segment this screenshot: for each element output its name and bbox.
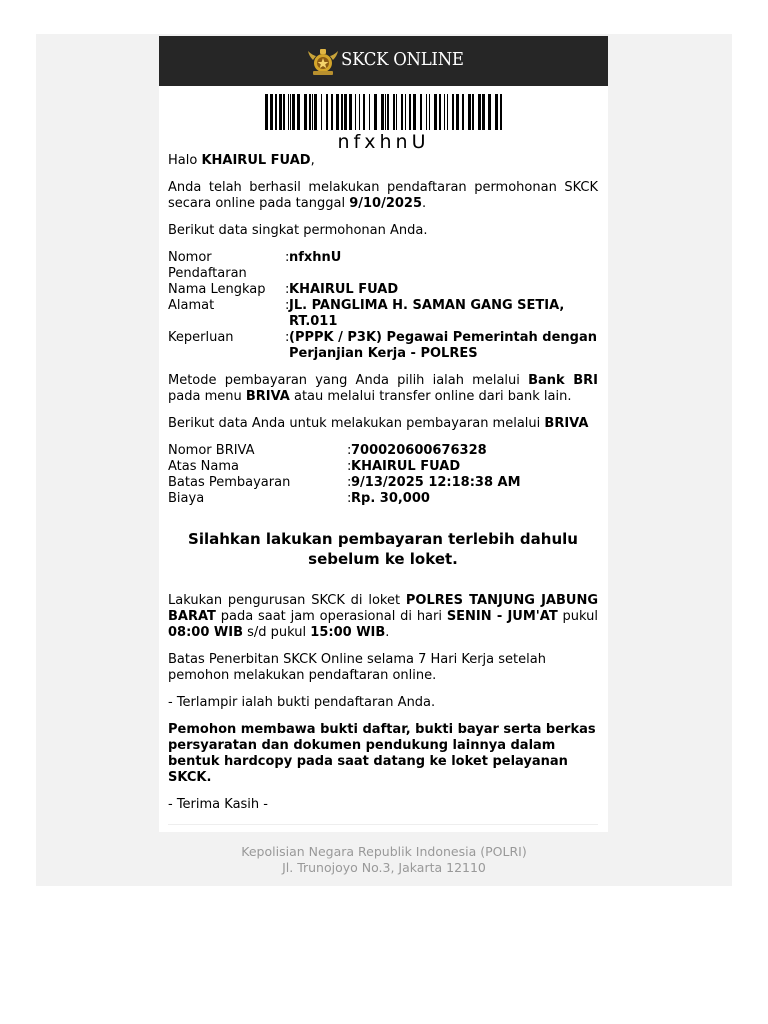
separator: : bbox=[285, 282, 290, 297]
office-text-4: s/d pukul bbox=[243, 625, 311, 640]
separator: : bbox=[347, 475, 352, 490]
payment-label-fee: Biaya bbox=[168, 491, 205, 506]
separator: : bbox=[285, 250, 290, 265]
separator: : bbox=[347, 443, 352, 458]
email-footer bbox=[36, 844, 732, 876]
briva-number: 700020600676328 bbox=[351, 443, 487, 458]
registration-label-name: Nama Lengkap bbox=[168, 282, 266, 297]
registration-number: nfxhnU bbox=[289, 250, 342, 265]
payment-fee: Rp. 30,000 bbox=[351, 491, 430, 506]
payment-intro-text: Berikut data Anda untuk melakukan pembayaran melalui bbox=[168, 416, 545, 431]
payment-table bbox=[168, 443, 598, 507]
email-content bbox=[168, 153, 598, 825]
separator: : bbox=[285, 330, 290, 345]
registration-purpose: (PPPK / P3K) Pegawai Pemerintah dengan Perjanjian Kerja - POLRES bbox=[289, 330, 598, 361]
footer-organization: Kepolisian Negara Republik Indonesia (POLRI) bbox=[241, 844, 527, 859]
office-place: POLRES TANJUNG JABUNG BARAT bbox=[168, 593, 599, 624]
payment-intro bbox=[168, 416, 598, 432]
payment-notice: Silahkan lakukan pembayaran terlebih dahulu sebelum ke loket. bbox=[188, 530, 578, 568]
payment-method-paragraph bbox=[168, 373, 598, 405]
intro-paragraph bbox=[168, 180, 598, 212]
registration-table bbox=[168, 250, 598, 362]
barcode-text: nfxhnU bbox=[337, 131, 430, 153]
payment-label-briva: Nomor BRIVA bbox=[168, 443, 255, 458]
office-start-time: 08:00 WIB bbox=[168, 625, 243, 640]
separator: : bbox=[347, 491, 352, 506]
issuance-deadline: Batas Penerbitan SKCK Online selama 7 Hari Kerja setelah pemohon melakukan pendaftaran online. bbox=[168, 652, 546, 683]
attachment-note: - Terlampir ialah bukti pendaftaran Anda. bbox=[168, 695, 436, 710]
payment-bank: Bank BRI bbox=[528, 373, 598, 388]
registration-label-address: Alamat bbox=[168, 298, 215, 313]
office-end-time: 15:00 WIB bbox=[310, 625, 386, 640]
payment-label-name: Atas Nama bbox=[168, 459, 239, 474]
office-text-2: pada saat jam operasional di hari bbox=[215, 609, 447, 624]
registration-label-number: Nomor Pendaftaran bbox=[168, 250, 247, 281]
separator: : bbox=[285, 298, 290, 313]
office-text: Lakukan pengurusan SKCK di loket bbox=[168, 593, 406, 608]
footer-address: Jl. Trunojoyo No.3, Jakarta 12110 bbox=[282, 860, 486, 875]
payment-deadline: 9/13/2025 12:18:38 AM bbox=[351, 475, 521, 490]
closing: - Terima Kasih - bbox=[168, 797, 268, 812]
skck-logo bbox=[307, 45, 464, 77]
intro-end: . bbox=[422, 196, 427, 211]
payment-label-deadline: Batas Pembayaran bbox=[168, 475, 291, 490]
separator: : bbox=[347, 459, 352, 474]
greeting-prefix: Halo bbox=[168, 153, 202, 168]
intro-text: Anda telah berhasil melakukan pendaftaran permohonan SKCK secara online pada tanggal bbox=[168, 180, 598, 211]
payment-account-name: KHAIRUL FUAD bbox=[351, 459, 461, 474]
office-days: SENIN - JUM'AT bbox=[446, 609, 558, 624]
registration-barcode bbox=[265, 94, 505, 130]
greeting-suffix: , bbox=[310, 153, 315, 168]
divider bbox=[168, 824, 598, 825]
email-header bbox=[159, 36, 608, 86]
office-paragraph bbox=[168, 593, 598, 641]
applicant-name: KHAIRUL FUAD bbox=[201, 153, 311, 168]
greeting bbox=[168, 153, 598, 169]
registration-label-purpose: Keperluan bbox=[168, 330, 234, 345]
payment-method-text: Metode pembayaran yang Anda pilih ialah melalui bbox=[168, 373, 529, 388]
office-text-3: pukul bbox=[557, 609, 598, 624]
payment-intro-method: BRIVA bbox=[544, 416, 589, 431]
payment-method-text-2: pada menu bbox=[168, 389, 246, 404]
payment-menu: BRIVA bbox=[245, 389, 290, 404]
payment-method-text-3: atau melalui transfer online dari bank lain. bbox=[289, 389, 572, 404]
registration-date: 9/10/2025 bbox=[349, 196, 423, 211]
registration-full-name: KHAIRUL FUAD bbox=[289, 282, 399, 297]
logo-text: SKCK ONLINE bbox=[341, 49, 464, 70]
summary-intro: Berikut data singkat permohonan Anda. bbox=[168, 223, 428, 238]
registration-address: JL. PANGLIMA H. SAMAN GANG SETIA, RT.011 bbox=[289, 298, 565, 329]
email-card bbox=[159, 36, 608, 832]
office-text-5: . bbox=[385, 625, 390, 640]
instructions: Pemohon membawa bukti daftar, bukti bayar serta berkas persyaratan dan dokumen pendukung lainnya dalam bentuk hardcopy pada saat datang ke loket pelayanan SKCK. bbox=[168, 722, 596, 785]
police-emblem-icon bbox=[307, 46, 339, 76]
